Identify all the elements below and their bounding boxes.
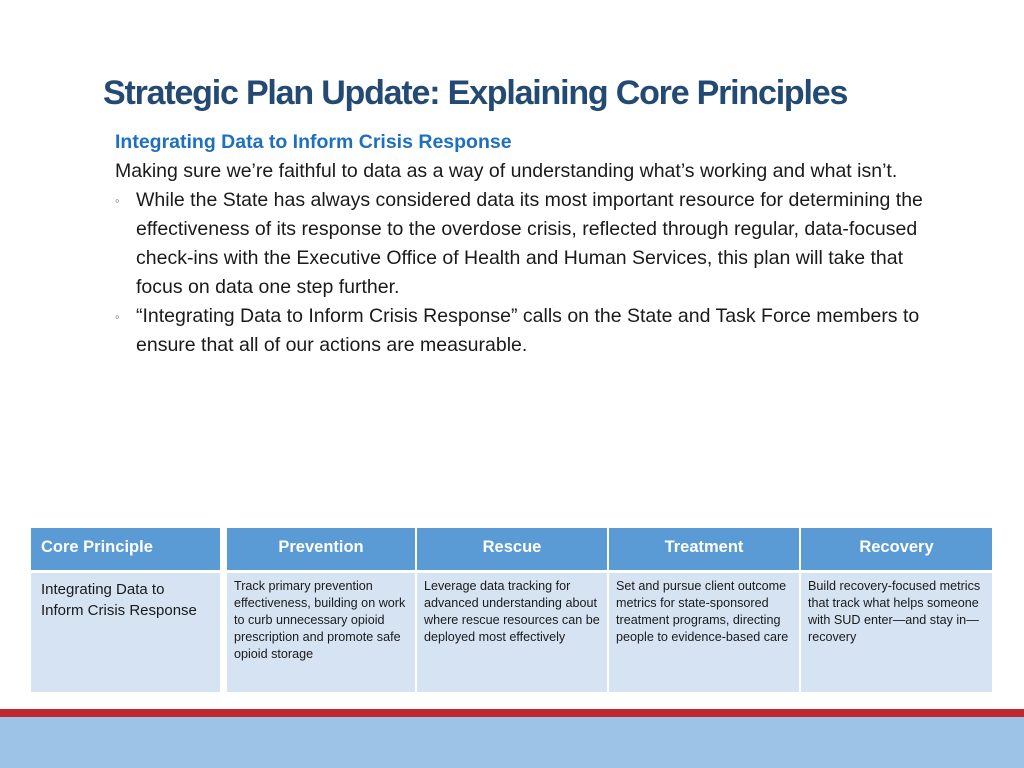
footer-red-stripe	[0, 709, 1024, 717]
cell-rescue: Leverage data tracking for advanced understanding about where rescue resources can be deployed most effectively	[417, 573, 607, 692]
bullet-list	[115, 186, 935, 360]
header-recovery: Recovery	[801, 528, 992, 570]
bullet-marker-icon: ◦	[115, 193, 120, 208]
footer-blue-band	[0, 717, 1024, 768]
header-treatment: Treatment	[609, 528, 799, 570]
cell-recovery: Build recovery-focused metrics that track what helps someone with SUD enter—and stay in—recovery	[801, 573, 992, 692]
intro-text: Making sure we’re faithful to data as a way of understanding what’s working and what isn’t.	[115, 160, 898, 182]
page-title: Strategic Plan Update: Explaining Core Principles	[103, 74, 848, 112]
header-prevention: Prevention	[227, 528, 415, 570]
slide-body	[115, 128, 935, 360]
cell-treatment: Set and pursue client outcome metrics for state-sponsored treatment programs, directing people to evidence-based care	[609, 573, 799, 692]
bullet-text: “Integrating Data to Inform Crisis Response” calls on the State and Task Force members to ensure that all of our actions are measurable.	[136, 305, 920, 356]
subheading: Integrating Data to Inform Crisis Response	[115, 131, 512, 153]
header-rescue: Rescue	[417, 528, 607, 570]
cell-prevention: Track primary prevention effectiveness, building on work to curb unnecessary opioid prescription and promote safe opioid storage	[227, 573, 415, 692]
bullet-marker-icon: ◦	[115, 309, 120, 324]
list-item	[115, 186, 935, 302]
cell-core-principle: Integrating Data to Inform Crisis Response	[31, 573, 220, 692]
list-item	[115, 302, 935, 360]
bullet-text: While the State has always considered data its most important resource for determining the effectiveness of its response to the overdose crisis, reflected through regular, data-focused check-ins with the Executive Office of Health and Human Services, this plan will take that focus on data one step further.	[136, 189, 923, 298]
header-core-principle: Core Principle	[31, 528, 220, 570]
